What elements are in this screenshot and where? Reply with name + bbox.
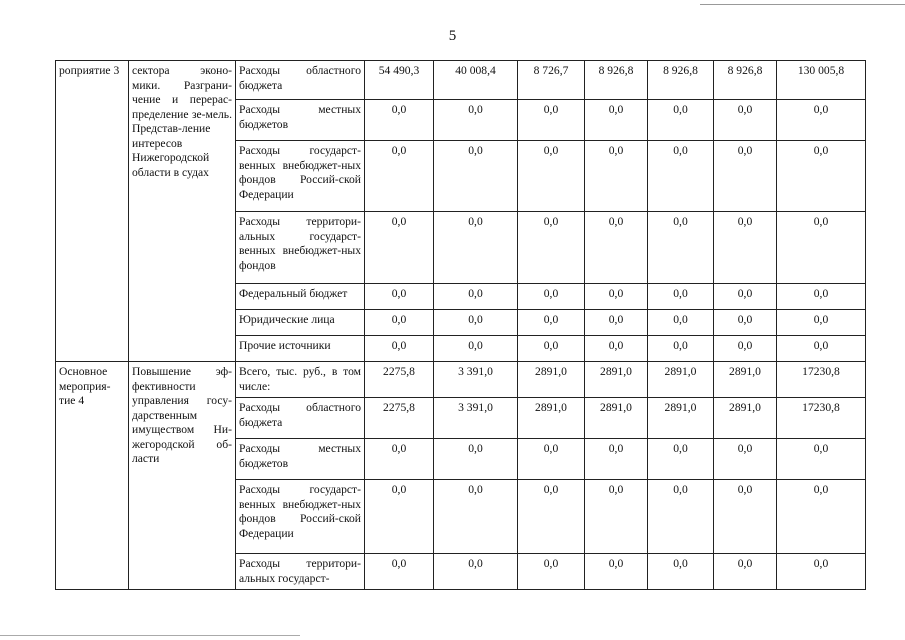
value-cell: 0,0 <box>585 310 648 336</box>
value-cell: 8 726,7 <box>518 61 585 100</box>
table-row <box>56 61 866 100</box>
value-cell: 0,0 <box>518 439 585 480</box>
value-cell: 0,0 <box>777 212 866 284</box>
value-cell: 0,0 <box>518 284 585 310</box>
value-cell: 0,0 <box>365 284 434 310</box>
value-cell: 2891,0 <box>518 362 585 398</box>
value-cell: 0,0 <box>648 480 714 554</box>
activity-description-cell: Повышение эф-фективности управления госу-дарственным имуществом Ни-жегородской об-ласти <box>129 362 236 590</box>
value-cell: 2891,0 <box>648 362 714 398</box>
value-cell: 0,0 <box>585 554 648 590</box>
funding-source-cell: Расходы местных бюджетов <box>236 439 365 480</box>
value-cell: 0,0 <box>648 439 714 480</box>
value-cell: 0,0 <box>365 141 434 212</box>
value-cell: 0,0 <box>434 336 518 362</box>
value-cell: 0,0 <box>585 141 648 212</box>
value-cell: 0,0 <box>648 212 714 284</box>
value-cell: 130 005,8 <box>777 61 866 100</box>
value-cell: 0,0 <box>518 141 585 212</box>
value-cell: 0,0 <box>585 439 648 480</box>
value-cell: 0,0 <box>714 141 777 212</box>
value-cell: 0,0 <box>648 284 714 310</box>
value-cell: 0,0 <box>585 480 648 554</box>
value-cell: 2891,0 <box>585 362 648 398</box>
value-cell: 0,0 <box>714 480 777 554</box>
table-row <box>56 362 866 398</box>
value-cell: 0,0 <box>648 336 714 362</box>
value-cell: 0,0 <box>585 284 648 310</box>
value-cell: 0,0 <box>434 212 518 284</box>
funding-source-cell: Прочие источники <box>236 336 365 362</box>
value-cell: 0,0 <box>585 100 648 141</box>
value-cell: 0,0 <box>714 310 777 336</box>
funding-source-cell: Расходы территори-альных государст-венных внебюджет-ных фондов <box>236 212 365 284</box>
value-cell: 0,0 <box>365 480 434 554</box>
value-cell: 0,0 <box>518 212 585 284</box>
funding-source-cell: Расходы областного бюджета <box>236 398 365 439</box>
value-cell: 0,0 <box>434 480 518 554</box>
value-cell: 0,0 <box>648 100 714 141</box>
value-cell: 0,0 <box>714 336 777 362</box>
funding-source-cell: Расходы государст-венных внебюджет-ных фондов Россий-ской Федерации <box>236 480 365 554</box>
funding-source-cell: Всего, тыс. руб., в том числе: <box>236 362 365 398</box>
value-cell: 0,0 <box>585 336 648 362</box>
value-cell: 0,0 <box>434 284 518 310</box>
funding-source-cell: Федеральный бюджет <box>236 284 365 310</box>
value-cell: 0,0 <box>714 100 777 141</box>
value-cell: 0,0 <box>365 212 434 284</box>
value-cell: 2891,0 <box>714 398 777 439</box>
value-cell: 2275,8 <box>365 398 434 439</box>
value-cell: 0,0 <box>777 480 866 554</box>
value-cell: 8 926,8 <box>714 61 777 100</box>
value-cell: 17230,8 <box>777 398 866 439</box>
value-cell: 0,0 <box>365 439 434 480</box>
value-cell: 0,0 <box>777 284 866 310</box>
budget-table <box>55 60 866 590</box>
funding-source-cell: Расходы государст-венных внебюджет-ных фондов Россий-ской Федерации <box>236 141 365 212</box>
value-cell: 0,0 <box>648 141 714 212</box>
value-cell: 3 391,0 <box>434 362 518 398</box>
value-cell: 0,0 <box>777 439 866 480</box>
value-cell: 2891,0 <box>518 398 585 439</box>
value-cell: 2275,8 <box>365 362 434 398</box>
value-cell: 0,0 <box>518 336 585 362</box>
value-cell: 0,0 <box>777 100 866 141</box>
value-cell: 2891,0 <box>585 398 648 439</box>
value-cell: 8 926,8 <box>585 61 648 100</box>
value-cell: 8 926,8 <box>648 61 714 100</box>
activity-name-cell: роприятие 3 <box>56 61 129 362</box>
value-cell: 0,0 <box>714 439 777 480</box>
bottom-edge-rule <box>0 635 300 636</box>
page-number: 5 <box>448 28 457 44</box>
funding-source-cell: Расходы территори-альных государст- <box>236 554 365 590</box>
value-cell: 0,0 <box>648 310 714 336</box>
value-cell: 0,0 <box>434 439 518 480</box>
value-cell: 0,0 <box>714 554 777 590</box>
value-cell: 0,0 <box>365 336 434 362</box>
funding-source-cell: Расходы местных бюджетов <box>236 100 365 141</box>
value-cell: 0,0 <box>365 310 434 336</box>
activity-description-cell: сектора эконо-мики. Разграни-чение и перерас-пределение зе-мель. Представ-ление интересов Нижегородской области в судах <box>129 61 236 362</box>
value-cell: 0,0 <box>777 554 866 590</box>
value-cell: 54 490,3 <box>365 61 434 100</box>
value-cell: 0,0 <box>714 284 777 310</box>
value-cell: 0,0 <box>777 141 866 212</box>
value-cell: 0,0 <box>365 554 434 590</box>
value-cell: 0,0 <box>518 554 585 590</box>
value-cell: 0,0 <box>714 212 777 284</box>
activity-name-cell: Основное мероприя-тие 4 <box>56 362 129 590</box>
value-cell: 0,0 <box>777 310 866 336</box>
funding-source-cell: Юридические лица <box>236 310 365 336</box>
value-cell: 0,0 <box>434 554 518 590</box>
value-cell: 0,0 <box>777 336 866 362</box>
value-cell: 40 008,4 <box>434 61 518 100</box>
value-cell: 0,0 <box>518 310 585 336</box>
funding-source-cell: Расходы областного бюджета <box>236 61 365 100</box>
value-cell: 0,0 <box>648 554 714 590</box>
value-cell: 0,0 <box>434 100 518 141</box>
value-cell: 0,0 <box>518 100 585 141</box>
value-cell: 17230,8 <box>777 362 866 398</box>
value-cell: 0,0 <box>518 480 585 554</box>
value-cell: 0,0 <box>434 310 518 336</box>
value-cell: 3 391,0 <box>434 398 518 439</box>
value-cell: 0,0 <box>365 100 434 141</box>
top-edge-rule <box>700 4 905 5</box>
value-cell: 0,0 <box>434 141 518 212</box>
value-cell: 0,0 <box>585 212 648 284</box>
value-cell: 2891,0 <box>648 398 714 439</box>
value-cell: 2891,0 <box>714 362 777 398</box>
